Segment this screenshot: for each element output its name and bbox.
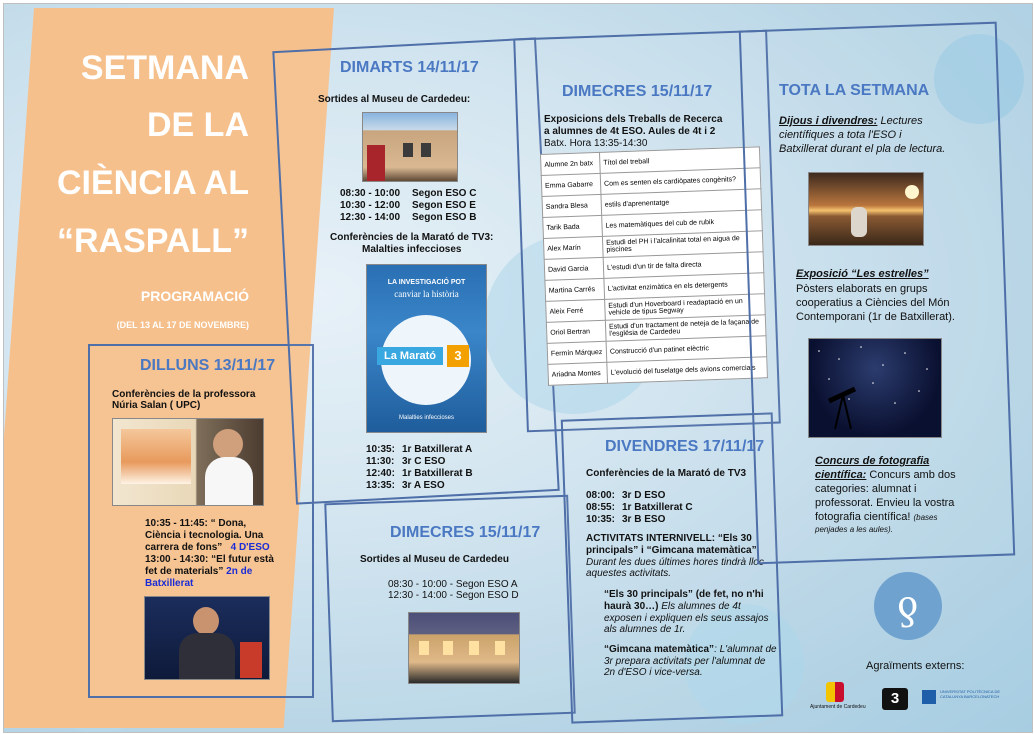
- dimecres-b-intro-3: Batx. Hora 13:35-14:30: [544, 138, 648, 149]
- school-logo: [874, 572, 942, 640]
- dimecres-b-intro-2: a alumnes de 4t ESO. Aules de 4t i 2: [544, 126, 716, 137]
- dimarts-schedule-row-time: 10:30 - 12:00: [340, 200, 401, 211]
- dimarts-schedule-row-group: Segon ESO C: [412, 188, 477, 199]
- divendres-talk-row-time: 08:00:: [586, 490, 615, 501]
- poster-top-1: LA INVESTIGACIÓ POT: [387, 279, 466, 286]
- table-cell-student: David Garcia: [544, 257, 604, 280]
- dilluns-group-2: 2n de: [226, 566, 253, 577]
- table-cell-title: Com es senten els cardiòpates congènits?: [600, 168, 761, 195]
- title-line-1: SETMANA: [80, 49, 249, 87]
- telescope-stars-photo: [808, 338, 942, 438]
- tota-s3-line-5: fotografia científica! (bases: [815, 511, 938, 523]
- poster-logo: La Marató: [377, 347, 443, 365]
- tota-s2-title: Exposició “Les estrelles”: [796, 268, 929, 280]
- table-cell-title: L'estudi d'un tir de falta directa: [603, 252, 764, 279]
- table-cell-title: L'activitat enzimàtica en els detergents: [604, 273, 765, 300]
- dimarts-schedule-row: [340, 188, 476, 200]
- divendres-p1d: exposen i expliquen els seus assajos: [604, 613, 769, 624]
- title-line-4: “RASPALL”: [56, 222, 249, 260]
- table-cell-student: Tarik Bada: [543, 215, 603, 238]
- table-cell-title: Estudi d'un Hoverboard i readaptació en un vehicle de tipus Segway: [605, 294, 766, 321]
- divendres-g1d: 2n d'ESO i vice-versa.: [604, 667, 703, 678]
- divendres-g1-line-1: “Gimcana matemàtica”: L'alumnat de: [604, 644, 777, 655]
- tota-s3-title-1: Concurs de fotografia: [815, 455, 930, 467]
- dilluns-talk-5: fet de materials” 2n de: [145, 566, 253, 577]
- tota-s1-line-3: Batxillerat durant el pla de lectura.: [779, 143, 946, 155]
- dimarts-schedule-row-time: 08:30 - 10:00: [340, 188, 401, 199]
- dilluns-group-3: Batxillerat: [145, 578, 194, 589]
- dimarts-header: DIMARTS 14/11/17: [340, 59, 479, 76]
- dimarts-talk-row: [366, 444, 473, 456]
- dimarts-schedule-row-group: Segon ESO B: [412, 212, 477, 223]
- table-cell-title: L'evolució del fuselatge dels avions comercials: [607, 357, 768, 384]
- dimarts-talk-row-group: 3r C ESO: [402, 456, 446, 467]
- title-line-2: DE LA: [147, 106, 249, 144]
- table-cell-student: Alumne 2n batx: [541, 152, 601, 175]
- dilluns-intro-2: Núria Salan ( UPC): [112, 400, 201, 411]
- table-cell-student: Sandra Blesa: [542, 194, 602, 217]
- upc-label: UNIVERSITAT POLITÈCNICA DE CATALUNYA BARCELONATECH: [940, 689, 1001, 699]
- dimecres-b-header: DIMECRES 15/11/17: [562, 83, 713, 100]
- dimarts-schedule-row-group: Segon ESO E: [412, 200, 476, 211]
- dimarts-schedule-row: [340, 212, 476, 224]
- divendres-header: DIVENDRES 17/11/17: [605, 438, 765, 455]
- dimarts-talk-row-group: 3r A ESO: [402, 480, 445, 491]
- divendres-talks: [586, 490, 693, 526]
- divendres-talk-row-time: 10:35:: [586, 514, 615, 525]
- tota-header: TOTA LA SETMANA: [779, 82, 930, 99]
- divendres-act-3: Durant les dues últimes hores tindrà lloc: [586, 557, 764, 568]
- dimecres-b-intro-1: Exposicions dels Treballs de Recerca: [544, 114, 723, 125]
- table-cell-student: Martina Carrés: [545, 278, 605, 301]
- table-cell-student: Aleix Ferré: [546, 299, 606, 322]
- dimarts-talk-row-time: 11:30:: [366, 456, 395, 467]
- table-cell-title: estils d'aprenentatge: [601, 189, 762, 216]
- dilluns-talk-3: carrera de fons” 4 D'ESO: [145, 542, 270, 553]
- divendres-talk-row-group: 3r D ESO: [622, 490, 666, 501]
- divendres-act-4: aquestes activitats.: [586, 568, 672, 579]
- table-cell-title: Títol del treball: [599, 147, 760, 174]
- dimarts-talks: [366, 444, 473, 492]
- table-cell-student: Alex Marín: [543, 236, 603, 259]
- research-table-wrap: [540, 146, 768, 386]
- dimarts-talk-row-time: 13:35:: [366, 480, 395, 491]
- marato-poster: [366, 264, 487, 433]
- tota-s2-c: Contemporani (1r de Batxillerat).: [796, 311, 955, 323]
- dilluns-group-1: 4 D'ESO: [230, 542, 270, 553]
- dimecres-a-line-2: 12:30 - 14:00 - Segon ESO D: [388, 590, 519, 601]
- dimarts-schedule-row: [340, 200, 476, 212]
- tota-s3-f: penjades a les aules).: [815, 525, 893, 534]
- programacio-label: PROGRAMACIÓ: [140, 288, 249, 304]
- ajuntament-label: Ajuntament de Cardedeu: [810, 704, 866, 710]
- tota-s2-b: cooperatius a Ciències del Món: [796, 297, 950, 309]
- divendres-p1a: “Els 30 principals” (de fet, no n'hi: [604, 589, 764, 600]
- divendres-g1c: 3r prepara activitats per l'alumnat de: [604, 656, 766, 667]
- agraiments-label: Agraïments externs:: [866, 660, 965, 672]
- table-cell-student: Emma Gabarre: [541, 173, 601, 196]
- tota-s3-line-1: científica: Concurs amb dos: [815, 469, 956, 481]
- dimarts-talk-row-time: 10:35:: [366, 444, 395, 455]
- divendres-act-1: ACTIVITATS INTERNIVELL: “Els 30: [586, 533, 752, 544]
- tota-s3-c: professorat. Envieu la vostra: [815, 497, 955, 509]
- divendres-p1-line-2: haurà 30…) Els alumnes de 4t: [604, 601, 741, 612]
- dimarts-conf-2: Malalties infeccioses: [362, 244, 462, 255]
- dilluns-intro-1: Conferències de la professora: [112, 389, 256, 400]
- dilluns-talk-1: 10:35 - 11:45: “ Dona,: [145, 518, 247, 529]
- dimarts-sortides: Sortides al Museu de Cardedeu:: [318, 94, 471, 105]
- dates-label: (DEL 13 AL 17 DE NOVEMBRE): [116, 320, 249, 330]
- poster-tv3-icon: 3: [447, 345, 469, 367]
- dilluns-header: DILLUNS 13/11/17: [140, 357, 276, 374]
- divendres-p1e: als alumnes de 1r.: [604, 624, 686, 635]
- tota-s2-a: Pòsters elaborats en grups: [796, 283, 928, 295]
- dimarts-schedule: [340, 188, 476, 224]
- dimarts-talk-row: [366, 468, 473, 480]
- divendres-talk-row: [586, 514, 693, 526]
- table-cell-title: Les matemàtiques del cub de rubik: [602, 210, 763, 237]
- table-cell-title: Construcció d'un patinet elèctric: [606, 336, 767, 363]
- telescope-icon: [809, 339, 941, 437]
- dimarts-talk-row-group: 1r Batxillerat B: [402, 468, 473, 479]
- dilluns-talk-2: Ciència i tecnologia. Una: [145, 530, 264, 541]
- table-cell-student: Ariadna Montes: [548, 362, 608, 385]
- research-table: [540, 146, 768, 386]
- dilluns-talk-4: 13:00 - 14:30: “El futur està: [145, 554, 274, 565]
- dimecres-a-line-1: 08:30 - 10:00 - Segon ESO A: [388, 579, 518, 590]
- speaker-lecture-photo: [112, 418, 264, 506]
- museum-photo: [362, 112, 458, 182]
- poster-top-2: canviar la història: [394, 289, 459, 299]
- table-cell-title: Estudi del PH i l'alcalinitat total en aigua de piscines: [602, 231, 763, 258]
- dimecres-a-header: DIMECRES 15/11/17: [390, 524, 541, 541]
- dimarts-talk-row: [366, 480, 473, 492]
- table-cell-student: Oriol Bertran: [546, 320, 606, 343]
- title-line-3: CIÈNCIA AL: [56, 164, 249, 202]
- divendres-talk-row-group: 1r Batxillerat C: [622, 502, 693, 513]
- dimarts-schedule-row-time: 12:30 - 14:00: [340, 212, 401, 223]
- museum-night-photo: [408, 612, 520, 684]
- table-cell-title: Estudi d'un tractament de neteja de la façana de l'església de Cardedeu: [605, 315, 766, 342]
- divendres-talk-row: [586, 502, 693, 514]
- mars-astronaut-photo: [808, 172, 924, 246]
- tota-s1-line-1: Dijous i divendres: Lectures: [779, 115, 923, 127]
- divendres-talk-row: [586, 490, 693, 502]
- table-cell-student: Fermín Márquez: [547, 341, 607, 364]
- divendres-talk-row-group: 3r B ESO: [622, 514, 666, 525]
- poster-page: [3, 3, 1033, 733]
- tota-s3-b: categories: alumnat i: [815, 483, 917, 495]
- poster-bottom: Malalties infeccioses: [398, 415, 455, 421]
- divendres-act-2: principals” i “Gimcana matemàtica”: [586, 545, 757, 556]
- tota-s1-line-2: científiques a tota l'ESO i: [779, 129, 902, 141]
- dimarts-conf-1: Conferències de la Marató de TV3:: [330, 232, 494, 243]
- speaker-portrait-photo: [144, 596, 270, 680]
- divendres-talk-row-time: 08:55:: [586, 502, 615, 513]
- dimarts-talk-row-group: 1r Batxillerat A: [402, 444, 473, 455]
- upc-logo-icon: [922, 690, 936, 704]
- dimarts-talk-row-time: 12:40:: [366, 468, 395, 479]
- school-logo-icon: ƍ: [897, 579, 919, 628]
- dimecres-a-sortides: Sortides al Museu de Cardedeu: [360, 554, 509, 565]
- divendres-conf: Conferències de la Marató de TV3: [586, 468, 747, 479]
- ajuntament-shield-icon: [826, 682, 844, 702]
- tv3-logo: 3: [882, 688, 908, 710]
- dimarts-talk-row: [366, 456, 473, 468]
